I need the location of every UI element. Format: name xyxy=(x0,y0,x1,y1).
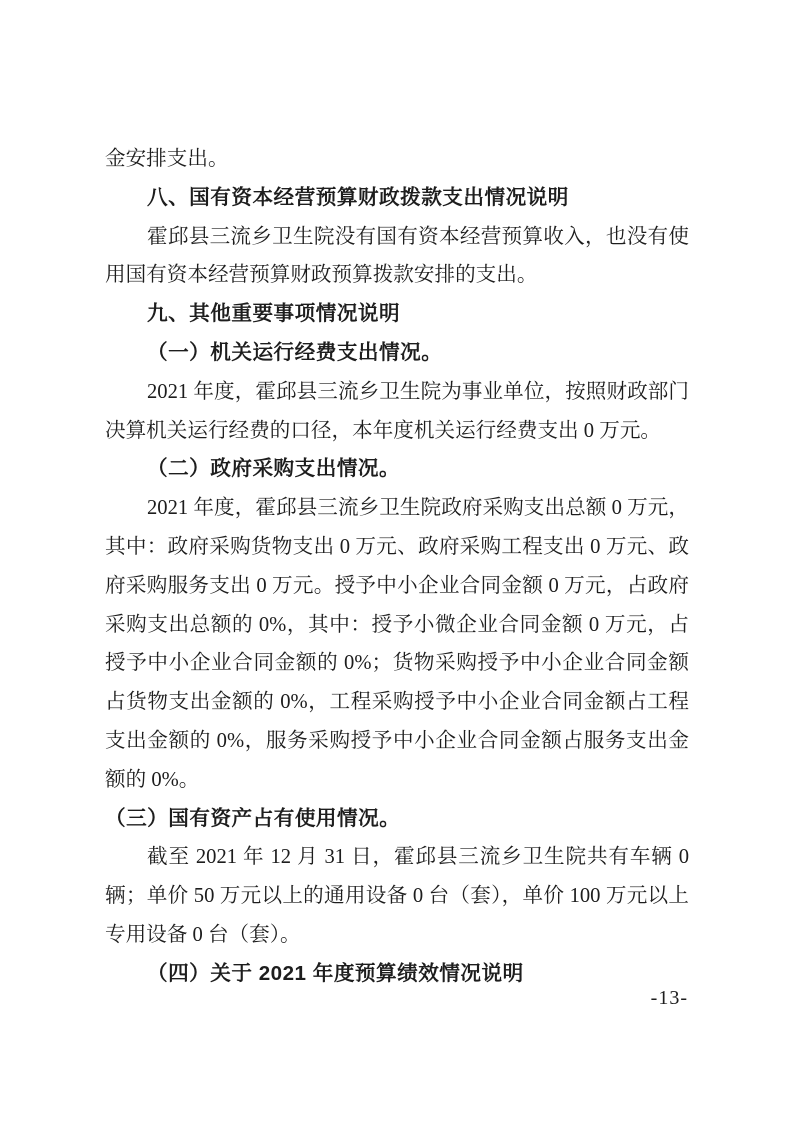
paragraph-state-assets: 截至 2021 年 12 月 31 日，霍邱县三流乡卫生院共有车辆 0 辆；单价 50 万元以上的通用设备 0 台（套），单价 100 万元以上专用设备 0 台（套）。 xyxy=(105,846,689,946)
page-number: -13- xyxy=(650,987,688,1009)
paragraph-agency-operating-expense: 2021 年度，霍邱县三流乡卫生院为事业单位，按照财政部门决算机关运行经费的口径，本年度机关运行经费支出 0 万元。 xyxy=(105,380,689,442)
section-heading-9: 九、其他重要事项情况说明 xyxy=(147,302,401,326)
subheading-3-state-assets: （三）国有资产占有使用情况。 xyxy=(105,806,401,830)
document-body xyxy=(105,140,689,994)
section-heading-8: 八、国有资本经营预算财政拨款支出情况说明 xyxy=(147,185,569,209)
subheading-4-budget-performance: （四）关于 2021 年度预算绩效情况说明 xyxy=(147,961,524,985)
paragraph-state-capital-budget: 霍邱县三流乡卫生院没有国有资本经营预算收入，也没有使用国有资本经营预算财政预算拨款安排的支出。 xyxy=(105,225,689,287)
subheading-2-government-procurement: （二）政府采购支出情况。 xyxy=(147,457,401,481)
paragraph-government-procurement: 2021 年度，霍邱县三流乡卫生院政府采购支出总额 0 万元，其中：政府采购货物支出 0 万元、政府采购工程支出 0 万元、政府采购服务支出 0 万元。授予中小企业合同金额 0 万元，占政府采购支出总额的 0%，其中：授予小微企业合同金额 0 万元，占授予中小企业合同金额的 0%；货物采购授予中小企业合同金额占货物支出金额的 0%，工程采购授予中小企业合同金额占工程支出金额的 0%，服务采购授予中小企业合同金额占服务支出金额的 0%。 xyxy=(105,497,689,791)
subheading-1-agency-operating-expense: （一）机关运行经费支出情况。 xyxy=(147,340,443,364)
continuation-paragraph: 金安排支出。 xyxy=(105,148,229,170)
